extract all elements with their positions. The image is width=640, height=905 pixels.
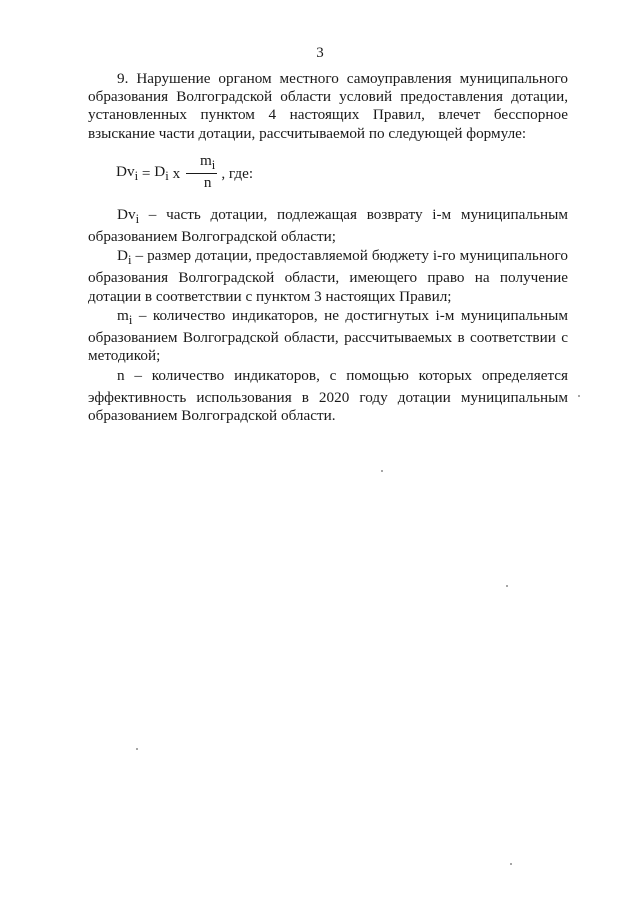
definition-m: $m_i$ – количество индикаторов, не достигнутых i-м муниципальным образованием Волгоградской области, рассчитываемых в соответствии с методикой; [88,306,568,365]
formula-suffix: , где: [221,164,254,182]
definition-dv: $Dv_i$ – часть дотации, подлежащая возврату i-м муниципальным образованием Волгоградской области; [88,205,568,246]
formula-lhs: $Dv_i$ [116,162,139,183]
formula-times: x [168,164,184,182]
scan-speck [381,470,383,472]
document-body [88,70,568,426]
scan-speck [510,863,512,865]
paragraph-9: 9. Нарушение органом местного самоуправления муниципального образования Волгоградской области условий предоставления дотации, установленных пунктом 4 настоящих Правил, влечет бесспорное взыскание части дотации, рассчитываемой по следующей формуле: [88,70,568,142]
formula-numerator: $m_i$ [186,153,217,174]
scan-speck [578,395,580,397]
formula-d: $D_i$ [154,162,169,183]
formula-fraction [186,153,217,191]
formula [116,151,568,194]
formula-equals: = [138,164,155,182]
formula-denominator: n [203,173,212,191]
page-number: 3 [316,45,324,61]
scan-speck [506,585,508,587]
definition-n: n – количество индикаторов, с помощью которых определяется эффективность использования в 2020 году дотации муниципальным образованием Волгоградской области. [88,366,568,424]
scan-speck [136,748,138,750]
definition-d: $D_i$ – размер дотации, предоставляемой бюджету i-го муниципального образования Волгоградской области, имеющего право на получение дотации в соответствии с пунктом 3 настоящих Правил; [88,247,568,305]
